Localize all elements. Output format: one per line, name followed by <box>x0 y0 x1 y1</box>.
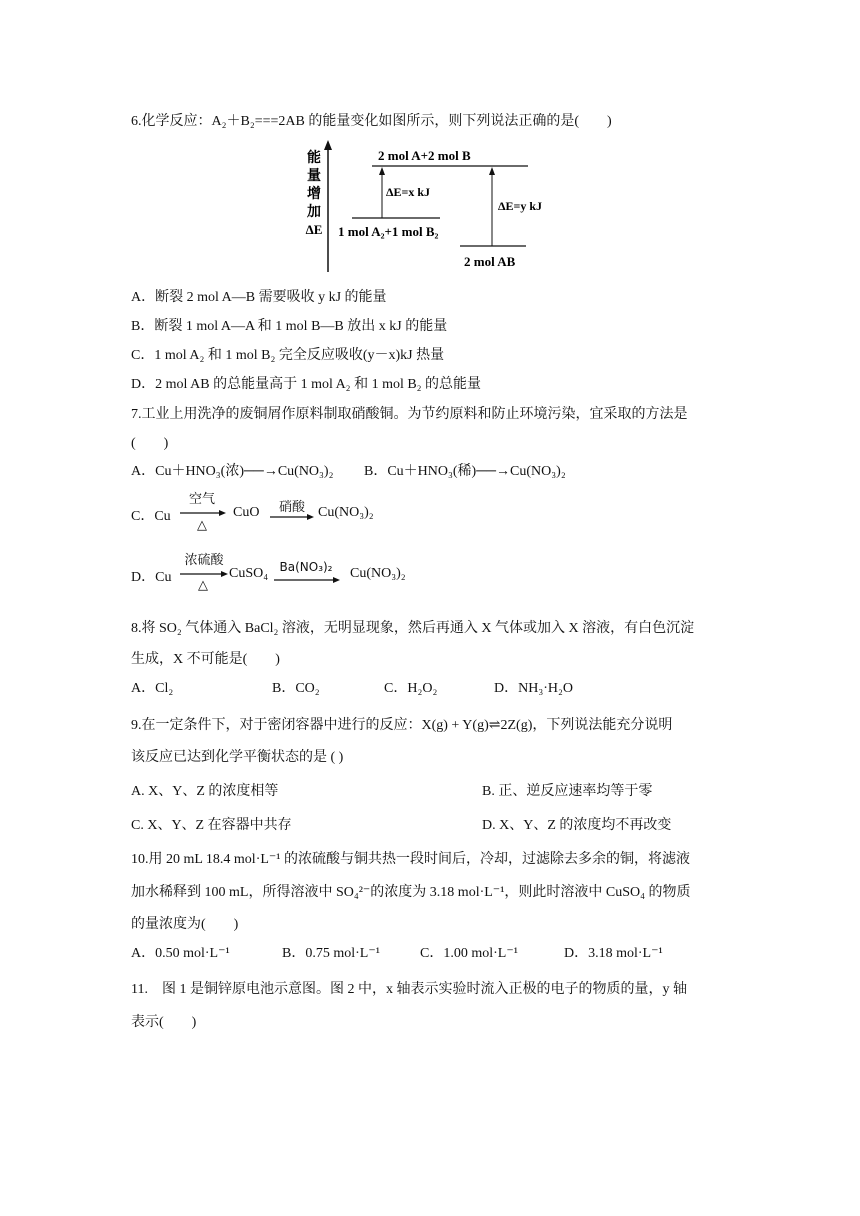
q8-option-a: A．Cl₂ <box>131 681 174 696</box>
q7-d-end: Cu(NO₃)₂ <box>350 566 406 581</box>
level-top-label: 2 mol A+2 mol B <box>378 148 471 163</box>
q7-stem-line2: ( ) <box>131 436 169 451</box>
q6-option-a: A．断裂 2 mol A—B 需要吸收 y kJ 的能量 <box>131 290 387 305</box>
q7-c-arrow2 <box>270 513 314 521</box>
q10-option-b: B．0.75 mol·L⁻¹ <box>282 946 380 961</box>
q8-stem-line2: 生成，X 不可能是( ) <box>131 652 280 667</box>
q6-stem: 6.化学反应：A₂＋B₂===2AB 的能量变化如图所示，则下列说法正确的是( ) <box>131 114 612 129</box>
q7-c-mid: CuO <box>233 505 260 520</box>
q7-option-b: B．Cu＋HNO₃(稀)──→Cu(NO₃)₂ <box>364 464 566 479</box>
q7-d-arrow2 <box>274 576 340 584</box>
q10-option-a: A．0.50 mol·L⁻¹ <box>131 946 230 961</box>
q7-c-arrow1-top: 空气 <box>188 492 215 507</box>
dEx-label: ΔE=x kJ <box>386 185 431 199</box>
axis-label-1: 能 <box>307 151 321 166</box>
axis-label-4: 加 <box>307 205 321 220</box>
q9-option-c: C. X、Y、Z 在容器中共存 <box>131 818 292 833</box>
q8-option-b: B．CO₂ <box>272 681 320 696</box>
q7-d-arrow1-bottom: △ <box>198 578 208 593</box>
q9-stem-line2: 该反应已达到化学平衡状态的是 ( ) <box>131 750 344 765</box>
q8-option-d: D．NH₃·H₂O <box>494 681 573 696</box>
q7-d-arrow1 <box>180 570 228 578</box>
q8-option-c: C．H₂O₂ <box>384 681 438 696</box>
q6-option-d: D．2 mol AB 的总能量高于 1 mol A₂ 和 1 mol B₂ 的总能量 <box>131 377 482 392</box>
level-low-label: 2 mol AB <box>464 254 516 269</box>
axis-label-3: 增 <box>307 187 321 202</box>
q10-stem-line3: 的量浓度为( ) <box>131 917 239 932</box>
q7-d-mid: CuSO₄ <box>229 566 269 581</box>
q7-c-end: Cu(NO₃)₂ <box>318 505 374 520</box>
q7-d-arrow1-top: 浓硫酸 <box>184 553 224 568</box>
q6-option-b: B．断裂 1 mol A—A 和 1 mol B—B 放出 x kJ 的能量 <box>131 319 448 334</box>
q7-c-arrow2-top: 硝酸 <box>278 500 305 515</box>
q7-option-d-letter: D．Cu <box>131 570 172 585</box>
q7-c-arrow1-bottom: △ <box>197 518 207 533</box>
q8-stem-line1: 8.将 SO₂ 气体通入 BaCl₂ 溶液，无明显现象，然后再通入 X 气体或加入 X 溶液，有白色沉淀 <box>131 621 695 636</box>
q9-stem-line1: 9.在一定条件下，对于密闭容器中进行的反应：X(g) + Y(g)⇌2Z(g)，下列说法能充分说明 <box>131 718 673 733</box>
q7-c-arrow1 <box>180 509 226 517</box>
axis-label-2: 量 <box>307 169 321 184</box>
axis-arrowhead <box>324 140 332 150</box>
q10-stem-line1: 10.用 20 mL 18.4 mol·L⁻¹ 的浓硫酸与铜共热一段时间后，冷却，过滤除去多余的铜，将滤液 <box>131 852 691 867</box>
q7-option-a: A．Cu＋HNO₃(浓)──→Cu(NO₃)₂ <box>131 464 334 479</box>
q7-option-c-letter: C．Cu <box>131 509 171 524</box>
q9-option-d: D. X、Y、Z 的浓度均不再改变 <box>482 818 672 833</box>
q10-option-c: C．1.00 mol·L⁻¹ <box>420 946 518 961</box>
axis-label-5: ΔE <box>305 222 323 237</box>
q7-stem-line1: 7.工业上用洗净的废铜屑作原料制取硝酸铜。为节约原料和防止环境污染，宜采取的方法是 <box>131 407 688 422</box>
q6-option-c: C．1 mol A₂ 和 1 mol B₂ 完全反应吸收(y－x)kJ 热量 <box>131 348 445 363</box>
q11-stem-line2: 表示( ) <box>131 1015 197 1030</box>
q10-stem-line2: 加水稀释到 100 mL，所得溶液中 SO₄²⁻的浓度为 3.18 mol·L⁻¹，则此时溶液中 CuSO₄ 的物质 <box>131 885 691 900</box>
level-mid-label: 1 mol A₂+1 mol B₂ <box>338 224 439 239</box>
q10-option-d: D．3.18 mol·L⁻¹ <box>564 946 663 961</box>
energy-diagram <box>300 140 570 280</box>
q9-option-a: A. X、Y、Z 的浓度相等 <box>131 784 279 799</box>
dEy-label: ΔE=y kJ <box>498 199 543 213</box>
q11-stem-line1: 11. 图 1 是铜锌原电池示意图。图 2 中，x 轴表示实验时流入正极的电子的物质的量，y 轴 <box>131 982 687 997</box>
q9-option-b: B. 正、逆反应速率均等于零 <box>482 784 653 799</box>
q7-d-arrow2-top: Ba(NO₃)₂ <box>279 560 333 574</box>
